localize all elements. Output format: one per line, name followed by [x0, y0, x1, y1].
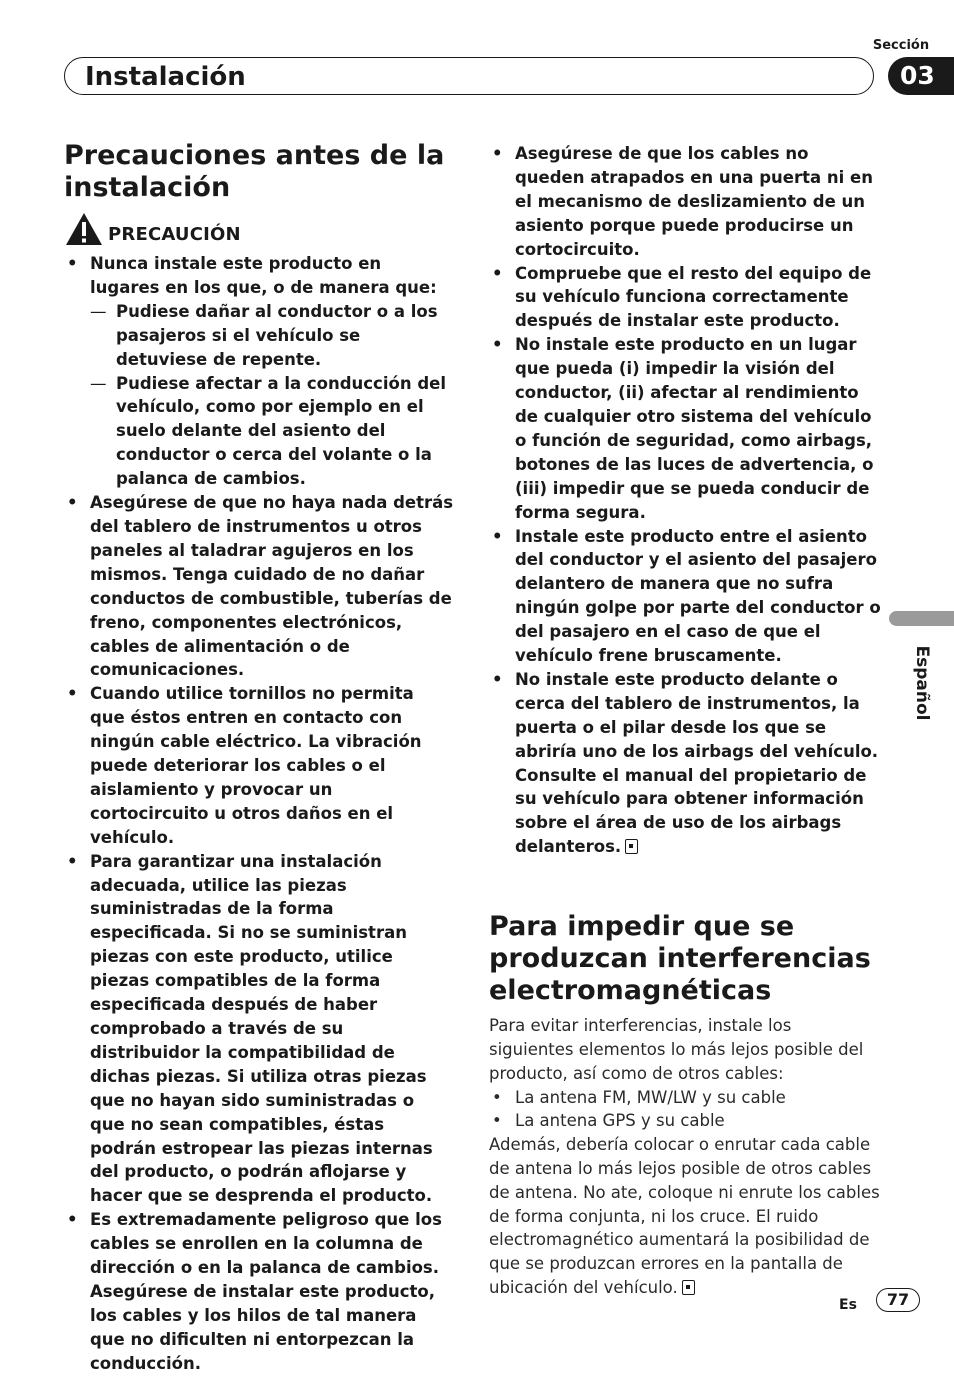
caution-title: PRECAUCIÓN: [108, 224, 241, 245]
end-of-section-icon: [625, 839, 638, 854]
right-column: [489, 142, 881, 1300]
list-item: • Asegúrese de que no haya nada detrás del tablero de instrumentos u otros paneles al taladrar agujeros en los mismos. Tenga cuidado de no dañar conductos de combustible, tuberías de freno, componentes electrónicos, cables de alimentación o de comunicaciones.: [64, 491, 454, 682]
closing-paragraph: [489, 1133, 881, 1300]
caution-list: [64, 252, 454, 1376]
page-number: 77: [876, 1288, 920, 1312]
list-item-text: Nunca instale este producto en lugares en los que, o de manera que:: [90, 254, 437, 297]
footer-language-code: Es: [839, 1297, 857, 1313]
antenna-list: [489, 1086, 881, 1134]
section-number-badge: 03: [888, 57, 954, 95]
section-heading: Precauciones antes de la instalación: [64, 140, 445, 203]
list-item: • Instale este producto entre el asiento del conductor y el asiento del pasajero delantero de manera que no sufra ningún golpe por parte del conductor o del pasajero en el caso de que el vehículo frene bruscamente.: [489, 525, 881, 668]
list-item: • Para garantizar una instalación adecuada, utilice las piezas suministradas de la forma especificada. Si no se suministran piezas con este producto, utilice piezas compatibles de la forma especificada después de haber comprobado a través de su distribuidor la compatibilidad de dichas piezas. Si utiliza otras piezas que no hayan sido suministradas o que no sean compatibles, éstas podrán estropear las piezas internas del producto, o podrán aflojarse y hacer que se desprenda el producto.: [64, 850, 454, 1209]
language-tab: [889, 611, 954, 626]
sub-list-item: — Pudiese dañar al conductor o a los pasajeros si el vehículo se detuviese de repente.: [90, 301, 438, 369]
sub-list-item: — Pudiese afectar a la conducción del vehículo, como por ejemplo en el suelo delante del asiento del conductor o cerca del volante o la palanca de cambios.: [90, 373, 446, 489]
list-item: [64, 252, 454, 491]
warning-icon: [65, 212, 103, 246]
list-item: • Asegúrese de que los cables no queden atrapados en una puerta ni en el mecanismo de deslizamiento de un asiento porque puede producirse un cortocircuito.: [489, 142, 881, 262]
sub-list-item-text: Pudiese afectar a la conducción del vehículo, como por ejemplo en el suelo delante del asiento del conductor o cerca del volante o la palanca de cambios.: [116, 373, 446, 489]
list-item: • Cuando utilice tornillos no permita que éstos entren en contacto con ningún cable eléctrico. La vibración puede deteriorar los cables o el aislamiento y provocar un cortocircuito u otros daños en el vehículo.: [64, 682, 454, 849]
list-item: • La antena FM, MW/LW y su cable: [489, 1086, 881, 1110]
left-column: [64, 140, 454, 1376]
section-label: Sección: [872, 38, 930, 53]
list-item: • La antena GPS y su cable: [489, 1109, 881, 1133]
caution-list-continued: [489, 142, 881, 859]
language-label: Español: [912, 645, 932, 721]
closing-text: Además, debería colocar o enrutar cada cable de antena lo más lejos posible de otros cables de antena. No ate, coloque ni enrute los cables de forma conjunta, ni los cruce. El ruido electromagnético aumentará la posibilidad de que se produzcan errores en la pantalla de ubicación del vehículo.: [489, 1135, 880, 1297]
list-item: • Compruebe que el resto del equipo de su vehículo funciona correctamente después de instalar este producto.: [489, 262, 881, 334]
page-title: Instalación: [85, 62, 246, 92]
section-heading-interference: Para impedir que se produzcan interferencias electromagnéticas: [489, 911, 871, 1007]
sub-list-item-text: Pudiese dañar al conductor o a los pasajeros si el vehículo se detuviese de repente.: [116, 301, 438, 369]
end-of-section-icon: [682, 1280, 695, 1295]
caution-block: [64, 218, 454, 252]
list-item: • Es extremadamente peligroso que los cables se enrollen en la columna de dirección o en la palanca de cambios. Asegúrese de instalar este producto, los cables y los hilos de tal manera que no dificulten ni entorpezcan la conducción.: [64, 1208, 454, 1375]
header-bar: [64, 57, 874, 95]
list-item: • No instale este producto en un lugar que pueda (i) impedir la visión del conductor, (ii) afectar al rendimiento de cualquier otro sistema del vehículo o función de seguridad, como airbags, botones de las luces de advertencia, o (iii) impedir que se pueda conducir de forma segura.: [489, 333, 881, 524]
list-item: [489, 668, 881, 859]
list-item-text: No instale este producto delante o cerca del tablero de instrumentos, la puerta o el pilar desde los que se abriría uno de los airbags del vehículo. Consulte el manual del propietario de su vehículo para obtener información sobre el área de uso de los airbags delanteros.: [515, 669, 879, 857]
intro-paragraph: Para evitar interferencias, instale los siguientes elementos lo más lejos posible del producto, así como de otros cables:: [489, 1016, 864, 1083]
